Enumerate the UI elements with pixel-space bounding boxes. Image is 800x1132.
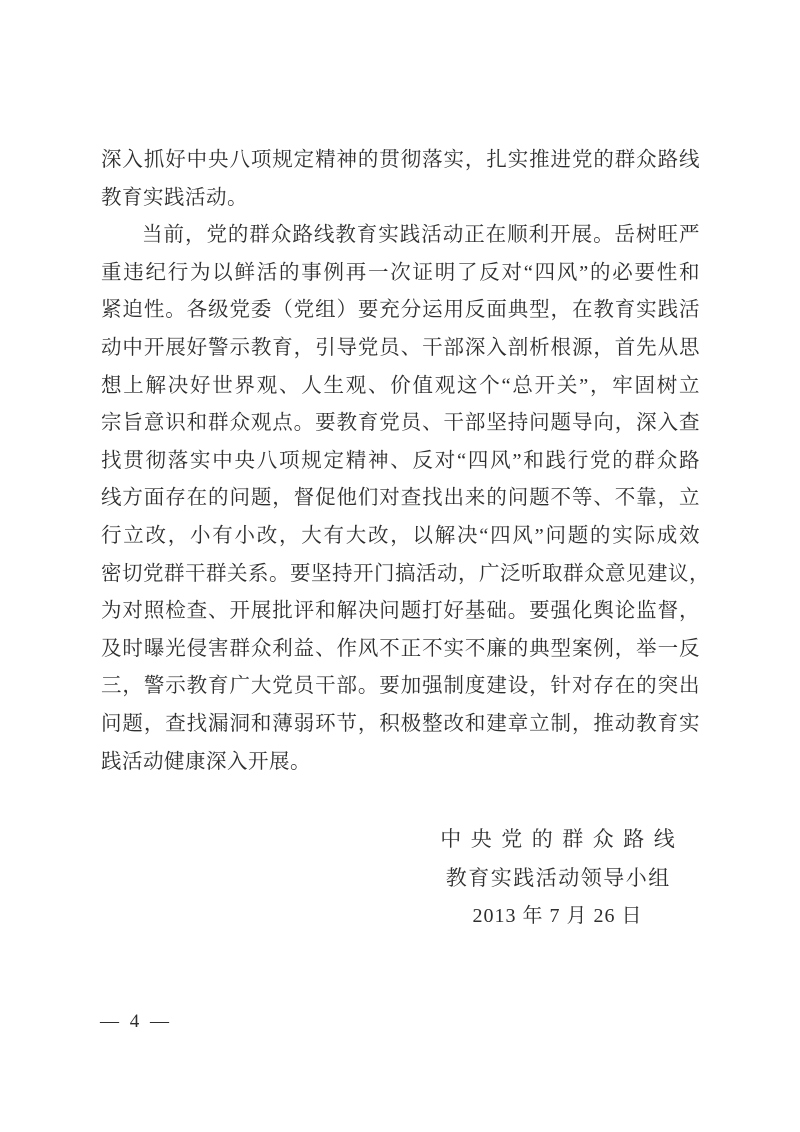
body-text-line: 为对照检查、开展批评和解决问题打好基础。要强化舆论监督， xyxy=(101,600,700,623)
body-text-line: 问题，查找漏洞和薄弱环节，积极整改和建章立制，推动教育实 xyxy=(101,712,700,735)
body-text-line: 三，警示教育广大党员干部。要加强制度建设，针对存在的突出 xyxy=(101,675,700,698)
body-text-line: 当前，党的群众路线教育实践活动正在顺利开展。岳树旺严 xyxy=(142,224,700,247)
body-text-line: 及时曝光侵害群众利益、作风不正不实不廉的典型案例，举一反 xyxy=(101,637,700,660)
body-text-line: 重违纪行为以鲜活的事例再一次证明了反对“四风”的必要性和 xyxy=(101,261,700,284)
body-text-line: 深入抓好中央八项规定精神的贯彻落实，扎实推进党的群众路线 xyxy=(101,149,700,171)
body-text-line: 紧迫性。各级党委（党组）要充分运用反面典型，在教育实践活 xyxy=(101,299,700,322)
body-text-line: 教育实践活动。 xyxy=(101,186,248,209)
body-text-line: 行立改，小有小改，大有大改，以解决“四风”问题的实际成效 xyxy=(101,524,700,547)
page-number: — 4 — xyxy=(100,1011,172,1032)
body-text-line: 宗旨意识和群众观点。要教育党员、干部坚持问题导向，深入查 xyxy=(101,412,700,435)
signature-org-line-1: 中央党的群众路线 xyxy=(440,827,685,851)
signature-block xyxy=(405,820,710,936)
body-text-line: 找贯彻落实中央八项规定精神、反对“四风”和践行党的群众路 xyxy=(101,449,700,472)
body-text-line: 密切党群干群关系。要坚持开门搞活动，广泛听取群众意见建议， xyxy=(101,562,710,585)
signature-date: 2013 年 7 月 26 日 xyxy=(472,905,643,927)
body-text-line: 践活动健康深入开展。 xyxy=(101,750,311,773)
body-text-line: 动中开展好警示教育，引导党员、干部深入剖析根源，首先从思 xyxy=(101,336,700,359)
document-body xyxy=(101,142,710,781)
body-text-line: 想上解决好世界观、人生观、价值观这个“总开关”，牢固树立 xyxy=(101,374,700,397)
signature-org-line-2: 教育实践活动领导小组 xyxy=(445,865,671,890)
body-text-line: 线方面存在的问题，督促他们对查找出来的问题不等、不靠，立 xyxy=(101,487,700,510)
